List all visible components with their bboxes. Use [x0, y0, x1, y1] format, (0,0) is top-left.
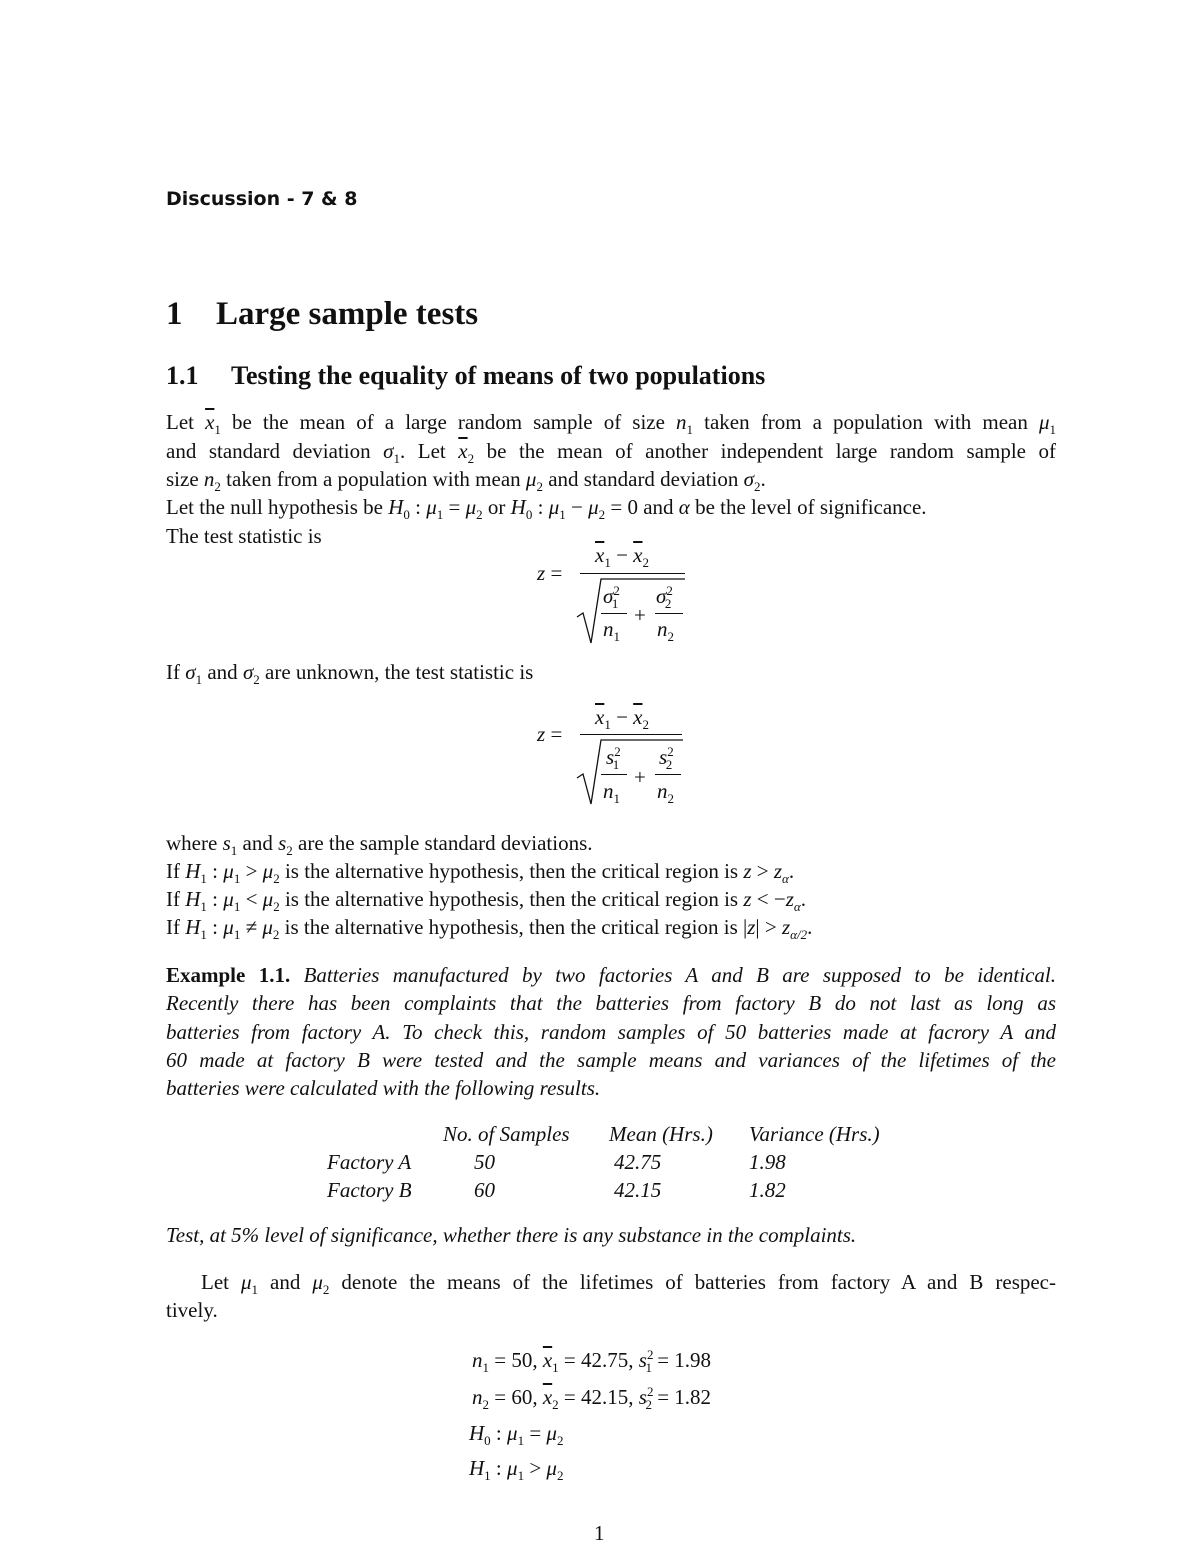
where-line: where $s_1$ and $s_2$ are the sample standard deviations. — [166, 831, 593, 859]
table-row-name: Factory A — [327, 1150, 412, 1174]
document-page: Discussion - 7 & 8 1 Large sample tests 1.1 Testing the equality of means of two populations Let $\overline{x}_1$ be the mean of a large random sample of size $n_1$ taken from a population with mean $\mu_1$ and standard deviation $\sigma_1$. Let $\overline{x}_2$ be the mean of another independent large random sample of size $n_2$ taken from a population with mean $\mu_2$ and standard deviation $\sigma_2$. Let the null hypothesis be $H_0$ : $\mu_1 = \mu_2$ or $H_0$ : $\mu_1 - \mu_2 = 0$ and α be the level of significance. The test statistic is z = $\overline{x}_1 - \overline{x}_2$ $\sigma^2_1$ $n_1$ + $\sigma^2_2$ $n_2$ If $\sigma_1$ and $\sigma_2$ are unknown, the test statistic is z = $\overline{x}_1 - \overline{x}_2$ $s^2_1$ $n_1$ + $s^2_2$ $n_2$ where $s_1$ and $s_2$ are the sample standard deviations. If $H_1$ : $\mu_1 > \mu_2$ is the alternative hypothesis, then the critical region is $z > z_\alpha$. If $H_1$ : $\mu_1 < \mu_2$ is the alternative hypothesis, then the critical region is $z < -z_\alpha$. If $H_1$ : $\mu_1 \ne \mu_2$ is the alternative hypothesis, then the critical region is $|z| > z_{\alpha/2}$. Example 1.1. Batteries manufactured by two factories A and B are supposed to be identical. Recently there has been complaints that the batteries from factory B do not last as long as batteries from factory A. To check this, random samples of 50 batteries made at facrory A and 60 made at factory B were tested and the sample means and variances of the lifetimes of the batteries were calculated with the following results. No. of Samples Mean (Hrs.) Variance (Hrs.) Factory A 50 42.75 1.98 Factory B 60 42.15 1.82 Test, at 5% level of significance, whether there is any substance in the complaints. Let $\mu_1$ and $\mu_2$ denote the means of the lifetimes of batteries from factory A and B respec- tively. $n_1 = 50$, $\overline{x}_1 = 42.75$, $s^2_1 = 1.98$ $n_2 = 60$, $\overline{x}_2 = 42.15$, $s^2_2 = 1.82$ $H_0$ : $\mu_1 = \mu_2$ $H_1$ : $\mu_1 > \mu_2$ 1 — [166, 188, 1057, 1545]
unknown-sigma-line: If $\sigma_1$ and $\sigma_2$ are unknown, the test statistic is — [166, 660, 534, 688]
intro-line-3: size $n_2$ taken from a population with mean $\mu_2$ and standard deviation $\sigma_2$. — [166, 467, 766, 495]
alt-hypothesis-noteq: If $H_1$ : $\mu_1 \ne \mu_2$ is the alternative hypothesis, then the critical region is $|z| > z_{\alpha/2}$. — [166, 915, 813, 943]
table-row-samples: 60 — [474, 1178, 495, 1202]
example-line-4: 60 made at factory B were tested and the sample means and variances of the lifetimes of the — [166, 1048, 1056, 1072]
table-header-samples: No. of Samples — [443, 1122, 570, 1146]
section-number: 1 — [166, 296, 183, 332]
null-hypothesis: $H_0$ : $\mu_1 = \mu_2$ — [469, 1421, 564, 1449]
intro-line-1: Let $\overline{x}_1$ be the mean of a large random sample of size $n_1$ taken from a population with mean $\mu_1$ — [166, 410, 1056, 438]
alt-hypothesis-less: If $H_1$ : $\mu_1 < \mu_2$ is the alternative hypothesis, then the critical region is $z < -z_\alpha$. — [166, 887, 806, 915]
table-row-variance: 1.82 — [749, 1178, 786, 1202]
section-heading — [166, 296, 478, 333]
alt-hypothesis: $H_1$ : $\mu_1 > \mu_2$ — [469, 1456, 564, 1484]
table-row-variance: 1.98 — [749, 1150, 786, 1174]
intro-line-2: and standard deviation $\sigma_1$. Let $\overline{x}_2$ be the mean of another independent large random sample of — [166, 439, 1057, 467]
intro-line-4: Let the null hypothesis be $H_0$ : $\mu_1 = \mu_2$ or $H_0$ : $\mu_1 - \mu_2 = 0$ and α be the level of significance. — [166, 495, 927, 523]
intro-line-5: The test statistic is — [166, 524, 322, 548]
page-header: Discussion - 7 & 8 — [166, 188, 358, 210]
table-header-mean: Mean (Hrs.) — [609, 1122, 713, 1146]
given-values-1: $n_1 = 50$, $\overline{x}_1 = 42.75$, $s^2_1 = 1.98$ — [472, 1347, 712, 1376]
example-line-3: batteries from factory A. To check this, random samples of 50 batteries made at facrory A and — [166, 1020, 1056, 1044]
table-row-mean: 42.15 — [614, 1178, 662, 1202]
subsection-heading — [166, 361, 765, 391]
example-line-5: batteries were calculated with the following results. — [166, 1076, 601, 1100]
example-label: Example 1.1. — [166, 963, 291, 987]
table-row-samples: 50 — [474, 1150, 495, 1174]
solution-line-1: Let $\mu_1$ and $\mu_2$ denote the means of the lifetimes of batteries from factory A and B respec- — [201, 1270, 1056, 1298]
solution-line-2: tively. — [166, 1298, 218, 1322]
page-number: 1 — [594, 1521, 605, 1545]
section-title: Large sample tests — [216, 296, 479, 332]
table-header-variance: Variance (Hrs.) — [749, 1122, 880, 1146]
given-values-2: $n_2 = 60$, $\overline{x}_2 = 42.15$, $s^2_2 = 1.82$ — [472, 1384, 712, 1413]
example-line-2: Recently there has been complaints that the batteries from factory B do not last as long as — [166, 991, 1056, 1015]
example-line-1: Example 1.1. Batteries manufactured by two factories A and B are supposed to be identical. — [166, 963, 1056, 987]
subsection-title: Testing the equality of means of two populations — [231, 361, 766, 390]
table-row-mean: 42.75 — [614, 1150, 662, 1174]
subsection-number: 1.1 — [166, 361, 199, 390]
alt-hypothesis-greater: If $H_1$ : $\mu_1 > \mu_2$ is the alternative hypothesis, then the critical region is $z > z_\alpha$. — [166, 859, 795, 887]
test-instruction: Test, at 5% level of significance, whether there is any substance in the complaints. — [166, 1223, 857, 1247]
table-row-name: Factory B — [327, 1178, 412, 1202]
